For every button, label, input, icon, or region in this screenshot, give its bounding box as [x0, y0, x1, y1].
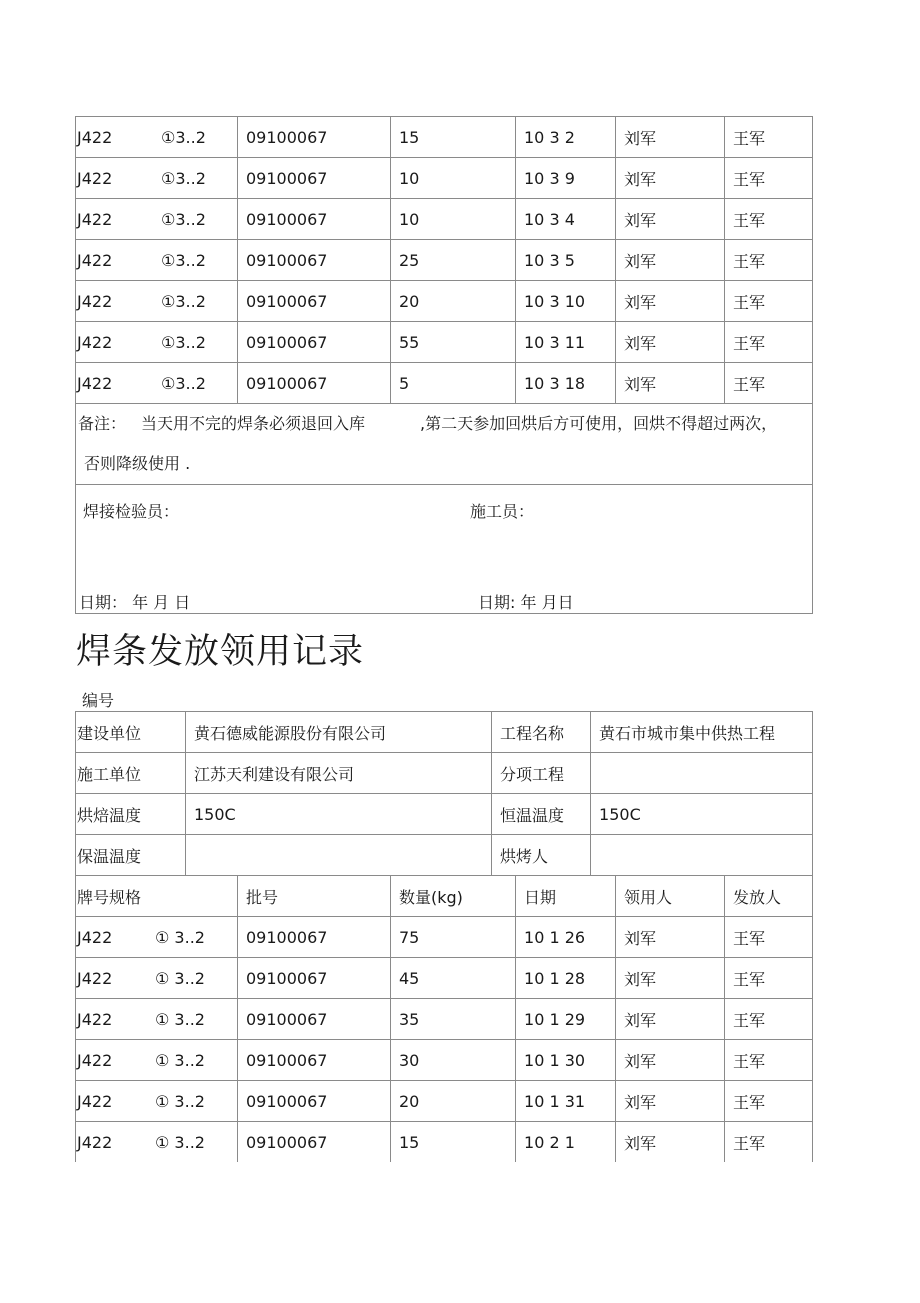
- receiver-cell: 刘军: [616, 322, 725, 363]
- page-title: 焊条发放领用记录: [76, 632, 365, 672]
- size: ① 3..2: [155, 1050, 205, 1070]
- table-row: [76, 363, 813, 404]
- grade: J422: [77, 291, 113, 311]
- size: ①3..2: [161, 332, 206, 352]
- date-left: 日期： 年 月 日: [79, 593, 191, 612]
- column-headers: [76, 876, 813, 917]
- table-row: [76, 322, 813, 363]
- remarks-cell: [76, 404, 813, 485]
- grade: J422: [77, 373, 113, 393]
- subproject-label: 分项工程: [492, 753, 591, 794]
- grade: J422: [77, 209, 113, 229]
- hold-temp-label: 保温温度: [76, 835, 186, 876]
- hold-temp-value: [186, 835, 492, 876]
- subproject-value: [591, 753, 813, 794]
- batch-cell: 09100067: [238, 240, 391, 281]
- bake-temp-value: 150C: [186, 794, 492, 835]
- table-row: [76, 117, 813, 158]
- receiver-cell: 刘军: [616, 917, 725, 958]
- size: ① 3..2: [155, 1009, 205, 1029]
- table-row: [76, 240, 813, 281]
- qty-cell: 20: [391, 1081, 516, 1122]
- project-value: 黄石市城市集中供热工程: [591, 712, 813, 753]
- date-right: 日期: 年 月日: [478, 593, 574, 612]
- column-header-qty: 数量(kg): [391, 876, 516, 917]
- receiver-cell: 刘军: [616, 117, 725, 158]
- receiver-cell: 刘军: [616, 158, 725, 199]
- issuer-cell: 王军: [725, 958, 813, 999]
- size: ①3..2: [161, 373, 206, 393]
- spec-cell: [76, 999, 238, 1040]
- date-cell: 10 3 4: [516, 199, 616, 240]
- batch-cell: 09100067: [238, 158, 391, 199]
- date-cell: 10 1 31: [516, 1081, 616, 1122]
- signature-cell: [76, 485, 813, 614]
- batch-cell: 09100067: [238, 281, 391, 322]
- receiver-cell: 刘军: [616, 1081, 725, 1122]
- table-row: [76, 917, 813, 958]
- batch-cell: 09100067: [238, 917, 391, 958]
- grade: J422: [77, 127, 113, 147]
- grade: J422: [77, 1009, 113, 1029]
- date-cell: 10 3 11: [516, 322, 616, 363]
- qty-cell: 5: [391, 363, 516, 404]
- qty-cell: 55: [391, 322, 516, 363]
- issuer-cell: 王军: [725, 1081, 813, 1122]
- spec-cell: [76, 240, 238, 281]
- qty-cell: 25: [391, 240, 516, 281]
- contractor-label: 施工单位: [76, 753, 186, 794]
- date-cell: 10 2 1: [516, 1122, 616, 1163]
- grade: J422: [77, 332, 113, 352]
- table-row: [76, 199, 813, 240]
- issuer-cell: 王军: [725, 240, 813, 281]
- receiver-cell: 刘军: [616, 1040, 725, 1081]
- date-cell: 10 3 9: [516, 158, 616, 199]
- issuer-cell: 王军: [725, 1122, 813, 1163]
- size: ①3..2: [161, 291, 206, 311]
- issuer-cell: 王军: [725, 158, 813, 199]
- issuer-cell: 王军: [725, 1040, 813, 1081]
- table-row: [76, 999, 813, 1040]
- table-row: [76, 158, 813, 199]
- date-cell: 10 3 5: [516, 240, 616, 281]
- size: ①3..2: [161, 127, 206, 147]
- date-cell: 10 3 10: [516, 281, 616, 322]
- column-header-batch: 批号: [238, 876, 391, 917]
- spec-cell: [76, 322, 238, 363]
- receiver-cell: 刘军: [616, 199, 725, 240]
- receiver-cell: 刘军: [616, 1122, 725, 1163]
- spec-cell: [76, 1122, 238, 1163]
- spec-cell: [76, 1040, 238, 1081]
- size: ①3..2: [161, 168, 206, 188]
- receiver-cell: 刘军: [616, 363, 725, 404]
- batch-cell: 09100067: [238, 363, 391, 404]
- spec-cell: [76, 363, 238, 404]
- issuer-cell: 王军: [725, 999, 813, 1040]
- grade: J422: [77, 250, 113, 270]
- batch-cell: 09100067: [238, 1040, 391, 1081]
- grade: J422: [77, 1091, 113, 1111]
- qty-cell: 45: [391, 958, 516, 999]
- size: ① 3..2: [155, 968, 205, 988]
- grade: J422: [77, 1132, 113, 1152]
- date-cell: 10 1 26: [516, 917, 616, 958]
- batch-cell: 09100067: [238, 322, 391, 363]
- issuer-cell: 王军: [725, 363, 813, 404]
- const-temp-label: 恒温温度: [492, 794, 591, 835]
- worker-label: 施工员：: [470, 502, 535, 521]
- qty-cell: 35: [391, 999, 516, 1040]
- grade: J422: [77, 1050, 113, 1070]
- batch-cell: 09100067: [238, 117, 391, 158]
- issuer-cell: 王军: [725, 917, 813, 958]
- batch-cell: 09100067: [238, 999, 391, 1040]
- qty-cell: 10: [391, 158, 516, 199]
- contractor-value: 江苏天利建设有限公司: [186, 753, 492, 794]
- size: ① 3..2: [155, 1091, 205, 1111]
- issue-log-table: [75, 711, 813, 1162]
- issuer-cell: 王军: [725, 281, 813, 322]
- size: ① 3..2: [155, 927, 205, 947]
- column-header-receiver: 领用人: [616, 876, 725, 917]
- column-header-spec: 牌号规格: [76, 876, 238, 917]
- size: ① 3..2: [155, 1132, 205, 1152]
- issue-log-table-continued: [75, 116, 813, 614]
- qty-cell: 20: [391, 281, 516, 322]
- inspector-label: 焊接检验员：: [83, 502, 180, 521]
- remarks-text-line2: 否则降级使用 .: [84, 454, 191, 473]
- qty-cell: 30: [391, 1040, 516, 1081]
- qty-cell: 15: [391, 1122, 516, 1163]
- grade: J422: [77, 927, 113, 947]
- grade: J422: [77, 968, 113, 988]
- table-row: [76, 958, 813, 999]
- spec-cell: [76, 958, 238, 999]
- issuer-cell: 王军: [725, 322, 813, 363]
- remarks-label: 备注：: [78, 414, 127, 433]
- issuer-cell: 王军: [725, 199, 813, 240]
- spec-cell: [76, 281, 238, 322]
- project-label: 工程名称: [492, 712, 591, 753]
- remarks-text-part2: ,第二天参加回烘后方可使用，回烘不得超过两次，: [420, 414, 778, 433]
- spec-cell: [76, 117, 238, 158]
- receiver-cell: 刘军: [616, 281, 725, 322]
- qty-cell: 10: [391, 199, 516, 240]
- project-info: [76, 712, 813, 917]
- spec-cell: [76, 199, 238, 240]
- size: ①3..2: [161, 250, 206, 270]
- date-cell: 10 1 30: [516, 1040, 616, 1081]
- spec-cell: [76, 1081, 238, 1122]
- document-number-label: 编号: [82, 691, 115, 710]
- receiver-cell: 刘军: [616, 240, 725, 281]
- bake-temp-label: 烘焙温度: [76, 794, 186, 835]
- const-temp-value: 150C: [591, 794, 813, 835]
- qty-cell: 75: [391, 917, 516, 958]
- baker-value: [591, 835, 813, 876]
- owner-label: 建设单位: [76, 712, 186, 753]
- receiver-cell: 刘军: [616, 958, 725, 999]
- table-row: [76, 281, 813, 322]
- date-cell: 10 1 29: [516, 999, 616, 1040]
- remarks-text-part1: 当天用不完的焊条必须退回入库: [141, 414, 366, 433]
- spec-cell: [76, 158, 238, 199]
- issuer-cell: 王军: [725, 117, 813, 158]
- date-cell: 10 3 18: [516, 363, 616, 404]
- qty-cell: 15: [391, 117, 516, 158]
- baker-label: 烘烤人: [492, 835, 591, 876]
- column-header-date: 日期: [516, 876, 616, 917]
- table-row: [76, 1122, 813, 1163]
- grade: J422: [77, 168, 113, 188]
- batch-cell: 09100067: [238, 958, 391, 999]
- issue-log-rows: [76, 917, 813, 1163]
- batch-cell: 09100067: [238, 1081, 391, 1122]
- receiver-cell: 刘军: [616, 999, 725, 1040]
- owner-value: 黄石德威能源股份有限公司: [186, 712, 492, 753]
- batch-cell: 09100067: [238, 199, 391, 240]
- size: ①3..2: [161, 209, 206, 229]
- table-row: [76, 1040, 813, 1081]
- date-cell: 10 1 28: [516, 958, 616, 999]
- date-cell: 10 3 2: [516, 117, 616, 158]
- spec-cell: [76, 917, 238, 958]
- issue-log-rows: [76, 117, 813, 404]
- column-header-issuer: 发放人: [725, 876, 813, 917]
- batch-cell: 09100067: [238, 1122, 391, 1163]
- table-row: [76, 1081, 813, 1122]
